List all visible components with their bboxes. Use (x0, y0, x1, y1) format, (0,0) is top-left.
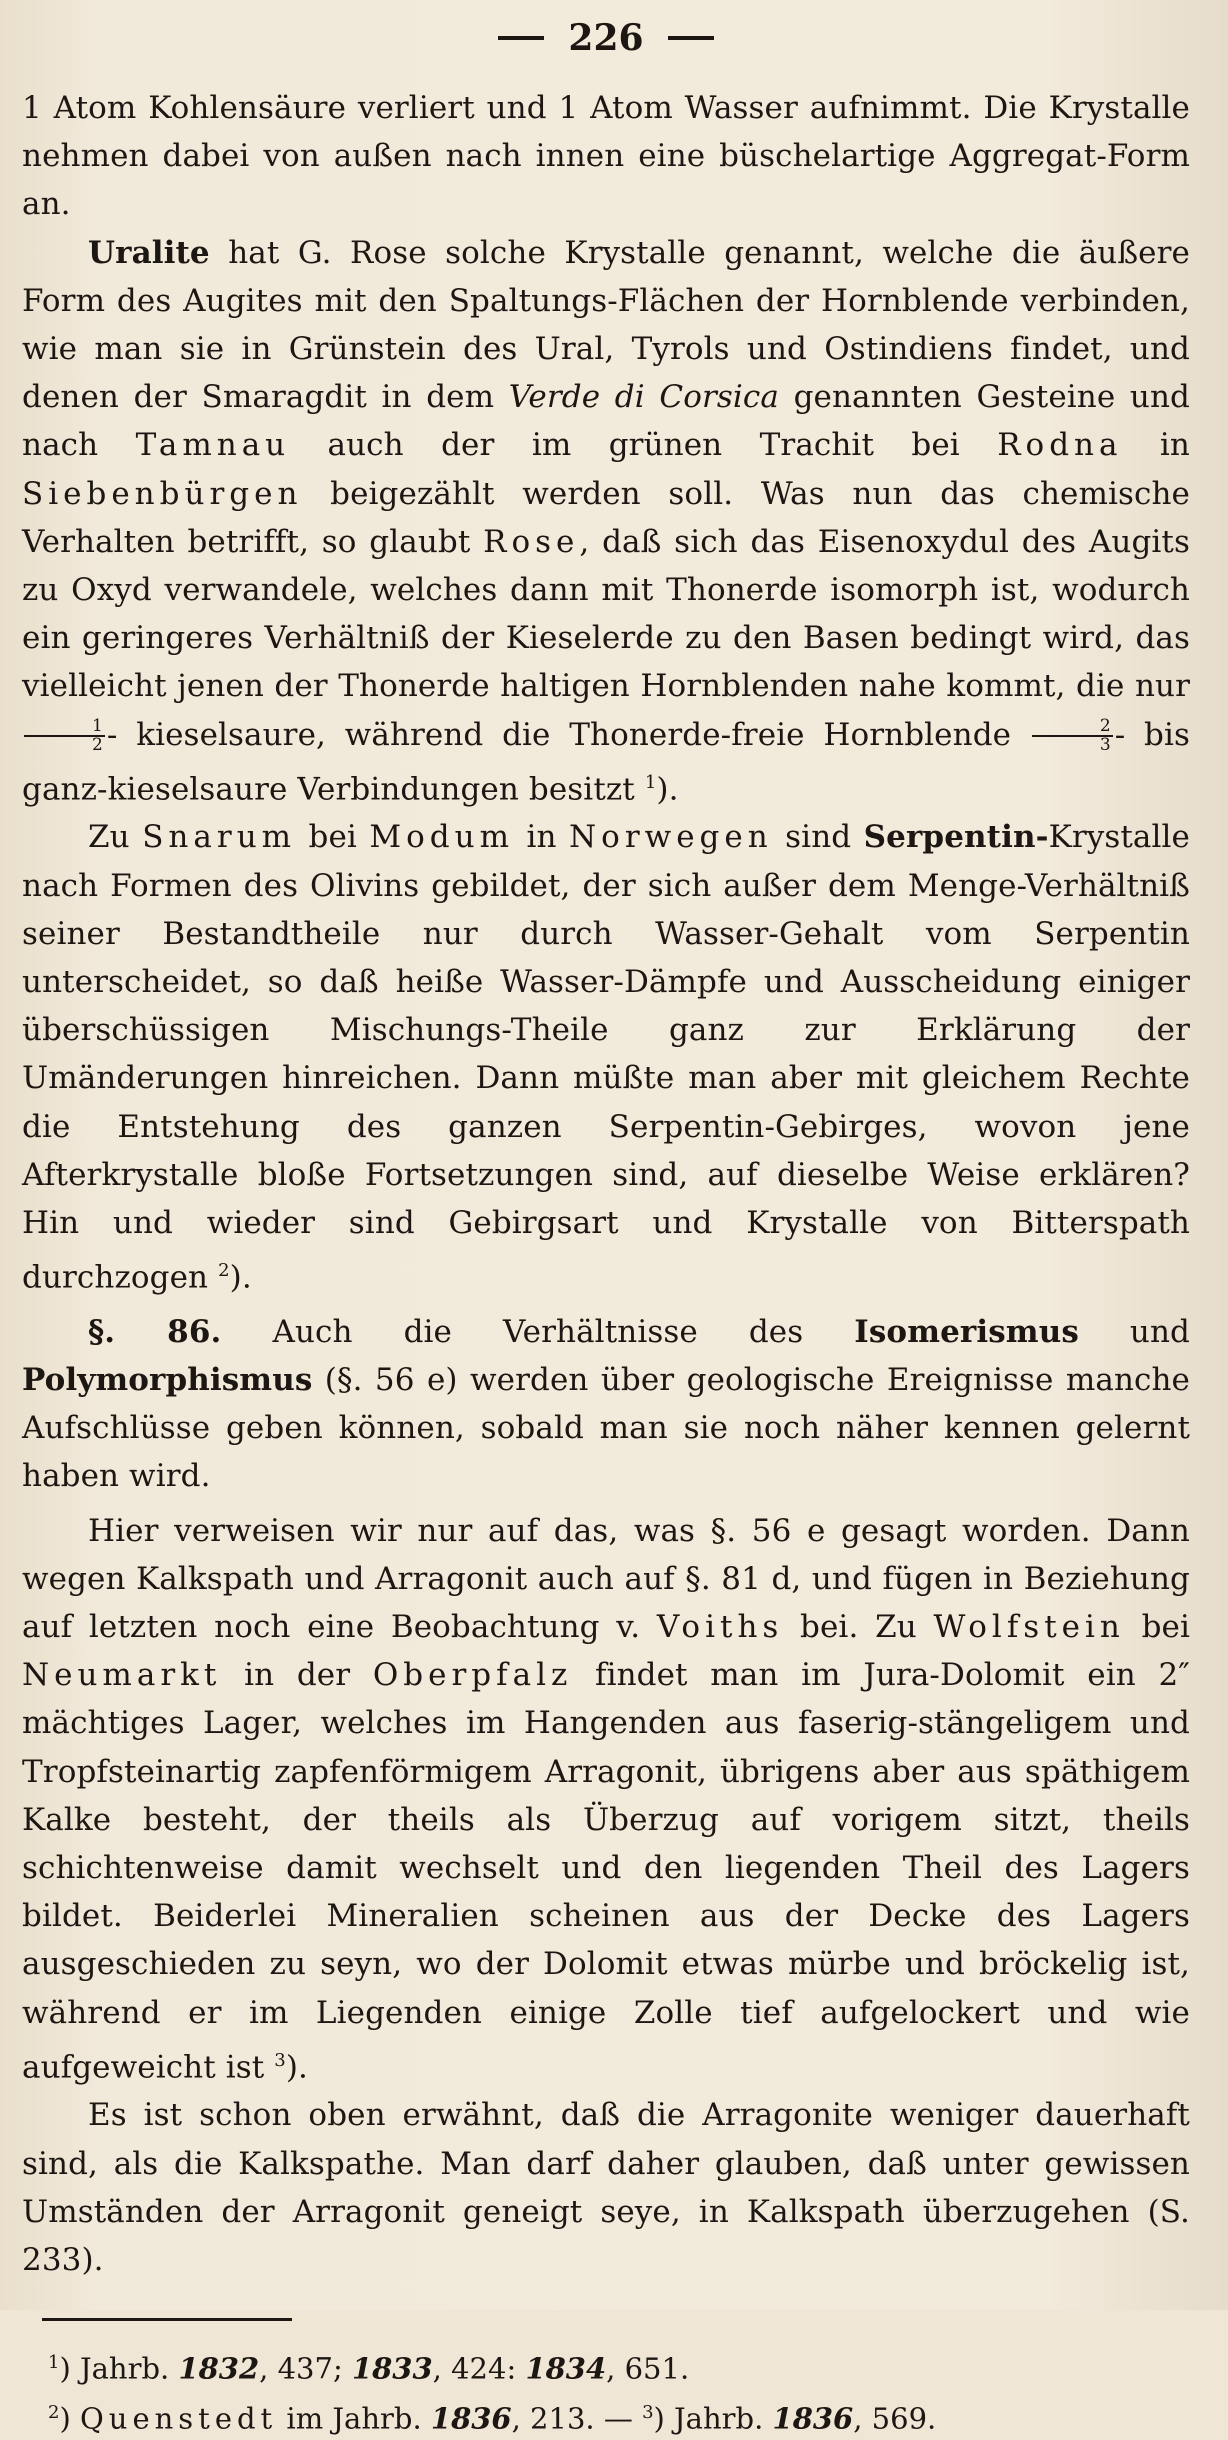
spaced-name: Oberpfalz (372, 1657, 573, 1694)
footnote-divider (42, 2318, 292, 2321)
spaced-name: Rose (483, 523, 580, 560)
header-dash-right (668, 36, 714, 40)
fraction: $\frac{1}{2}$ (24, 718, 105, 754)
spaced-name: Snarum (142, 819, 297, 856)
spaced-name: Norwegen (569, 819, 773, 856)
footnote-ref: 2 (218, 1260, 230, 1282)
spaced-name: Voiths (656, 1608, 784, 1645)
fraction: $\frac{2}{3}$ (1032, 718, 1113, 754)
bold-term: Isomerismus (854, 1313, 1079, 1350)
paragraph-1: 1 Atom Kohlensäure verliert und 1 Atom Wasser aufnimmt. Die Krystalle nehmen dabei von außen nach innen eine büschelartige Aggregat-Form an. (22, 90, 1190, 223)
page-header (22, 18, 1190, 58)
bold-term: Polymorphismus (22, 1361, 313, 1398)
spaced-name: Neumarkt (22, 1657, 222, 1694)
spaced-name: Rodna (997, 427, 1123, 464)
term-uralite: Uralite (88, 234, 210, 271)
paragraph-5: Hier verweisen wir nur auf das, was §. 56 e gesagt worden. Dann wegen Kalkspath und Arragonit auch auf §. 81 d, und fügen in Beziehung auf letzten noch eine Beobachtung v. Voiths bei. Zu Wolfstein bei Neumarkt in der Oberpfalz findet man im Jura-Dolomit ein 2″ mächtiges Lager, welches im Hangenden aus faserig-stängeligem und Tropfsteinartig zapfenförmigem Arragonit, übrigens aber aus späthigem Kalke besteht, der theils als Überzug auf vorigem sitzt, theils schichtenweise damit wechselt und den liegenden Theil des Lagers bildet. Beiderlei Mineralien scheinen aus der Decke des Lagers ausgeschieden zu seyn, wo der Dolomit etwas mürbe und bröckelig ist, während er im Liegenden einige Zolle tief aufgelockert und wie aufgeweicht ist $^3$). (22, 1512, 1190, 2086)
paragraph-4: §. 86. Auch die Verhältnisse des Isomerismus und Polymorphismus (§. 56 e) werden über geologische Ereignisse manche Aufschlüsse geben können, sobald man sie noch näher kennen gelernt haben wird. (22, 1313, 1191, 1495)
page-body (22, 84, 1190, 2284)
bold-term: Serpentin- (863, 819, 1049, 856)
spaced-name: Modum (369, 819, 515, 856)
spaced-name: Siebenbürgen (22, 475, 303, 512)
header-dash-left (498, 36, 544, 40)
spaced-name: Wolfstein (933, 1608, 1125, 1645)
paragraph-3: Zu Snarum bei Modum in Norwegen sind Serpentin-Krystalle nach Formen des Olivins gebildet, der sich außer dem Menge-Verhältniß seiner Bestandtheile nur durch Wasser-Gehalt vom Serpentin unterscheidet, so daß heiße Wasser-Dämpfe und Ausscheidung einiger überschüssigen Mischungs-Theile ganz zur Erklärung der Umänderungen hinreichen. Dann müßte man aber mit gleichem Rechte die Entstehung des ganzen Serpentin-Gebirges, wovon jene Afterkrystalle bloße Fortsetzungen sind, auf dieselbe Weise erklären? Hin und wieder sind Gebirgsart und Krystalle von Bitterspath durchzogen $^2$). (22, 819, 1190, 1296)
paragraph-2: Uralite hat G. Rose solche Krystalle genannt, welche die äußere Form des Augites mit den Spaltungs-Flächen der Hornblende verbinden, wie man sie in Grünstein des Ural, Tyrols und Ostindiens findet, und denen der Smaragdit in dem Verde di Corsica genannten Gesteine und nach Tamnau auch der im grünen Trachit bei Rodna in Siebenbürgen beigezählt werden soll. Was nun das chemische Verhalten betrifft, so glaubt Rose, daß sich das Eisenoxydul des Augits zu Oxyd verwandele, welches dann mit Thonerde isomorph ist, wodurch ein geringeres Verhältniß der Kieselerde zu den Basen bedingt wird, das vielleicht jenen der Thonerde haltigen Hornblenden nahe kommt, die nur $\frac{1}{2}$ - kieselsaure, während die Thonerde-freie Hornblende $\frac{2}{3}$ - bis ganz-kieselsaure Verbindungen besitzt $^1$). (22, 234, 1190, 808)
italic-term: Verde di Corsica (508, 379, 779, 416)
footnote-1: $^1$) Jahrb. 1832, 437; 1833, 424: 1834, 651. (48, 2351, 690, 2386)
paragraph-6: Es ist schon oben erwähnt, daß die Arragonite weniger dauerhaft sind, als die Kalkspathe. Man darf daher glauben, daß unter gewissen Umständen der Arragonit geneigt seye, in Kalkspath überzugehen (S. 233). (22, 2097, 1190, 2278)
footnote-ref: 3 (274, 2049, 286, 2071)
section-number: §. 86. (88, 1313, 222, 1350)
footnote-ref: 1 (644, 771, 657, 793)
page-number: 226 (568, 17, 644, 59)
footnote-2-3: $^2$) Quenstedt im Jahrb. 1836, 213. — $^3$) Jahrb. 1836, 569. (48, 2401, 937, 2436)
spaced-name: Tamnau (135, 427, 291, 464)
